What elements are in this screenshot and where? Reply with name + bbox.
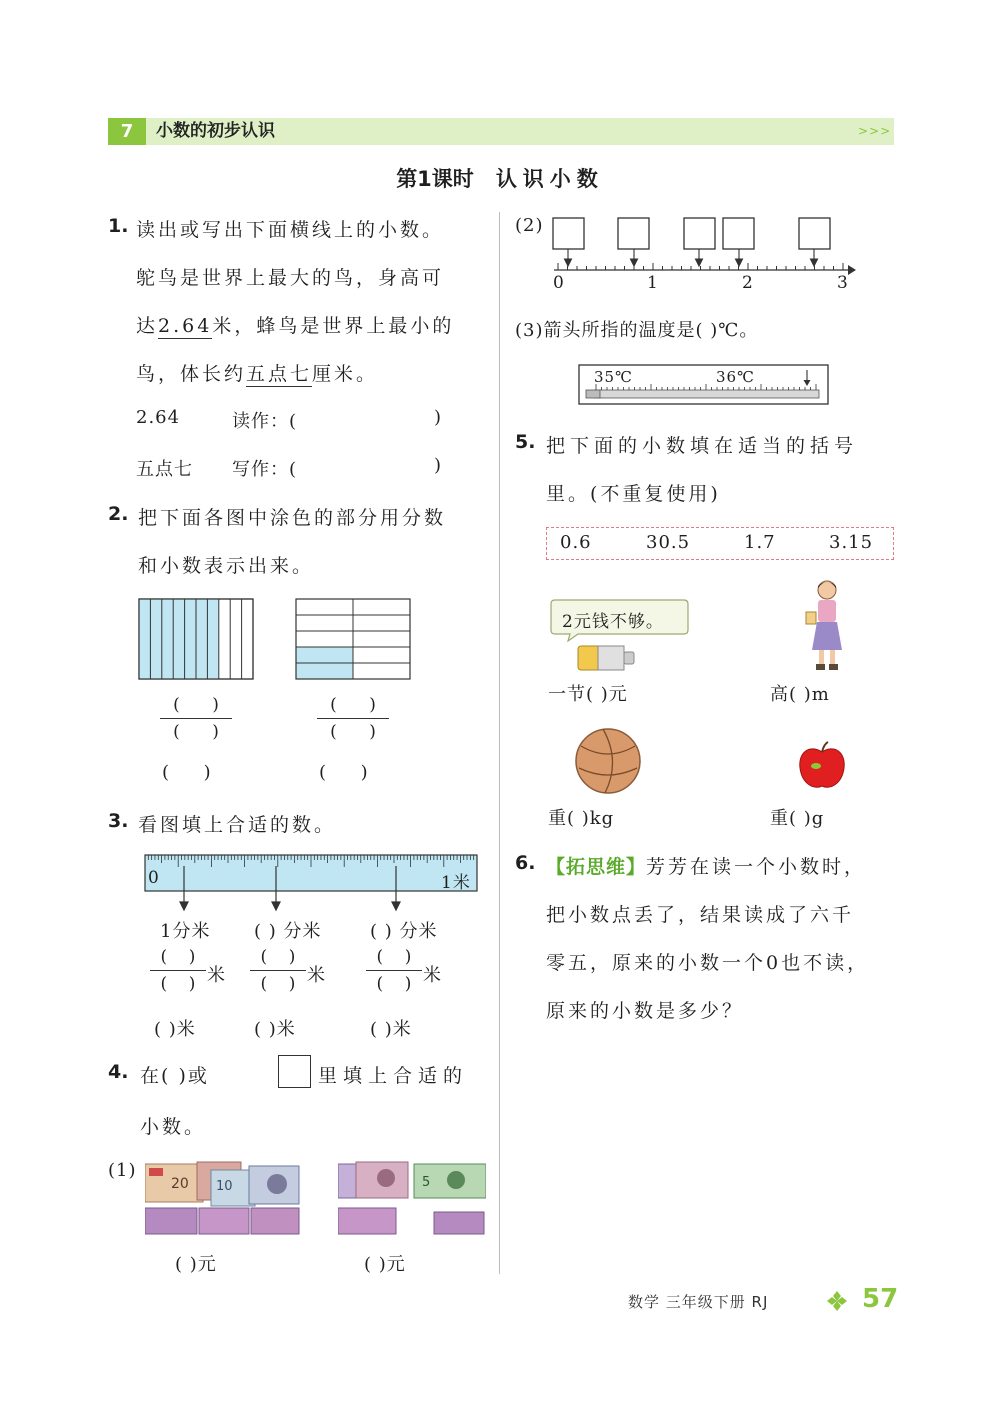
fraction-denominator: ( ) (160, 974, 196, 994)
lesson-number: 第1课时 (396, 167, 474, 191)
chapter-number: 7 (108, 118, 146, 145)
q3-fraction-b-unit: 米 (307, 965, 326, 986)
q1-line-4-post: 厘米。 (312, 363, 379, 385)
q1-write-item: 五点七 (136, 459, 193, 480)
q4-line-1-pre: 在( )或 (140, 1065, 209, 1087)
girl-figure-icon (802, 578, 852, 674)
fraction-numerator: ( ) (260, 947, 296, 967)
q3-row1-a: 1分米 (160, 921, 211, 942)
q2-decimal-b[interactable]: ( ) (319, 762, 369, 783)
speech-bubble-text: 2元钱不够。 (562, 612, 664, 632)
q3-fraction-a[interactable] (150, 947, 206, 994)
svg-text:5: 5 (422, 1175, 431, 1190)
q3-row1-c[interactable]: ( ) 分米 (370, 921, 438, 942)
q3-fraction-c-unit: 米 (423, 965, 442, 986)
q4-answer-box-sample (278, 1055, 311, 1088)
q4-line-1-post: 里填上合适的 (318, 1065, 469, 1087)
choice-1-7: 1.7 (744, 532, 776, 553)
q3-fraction-a-unit: 米 (207, 965, 226, 986)
meter-ruler-figure (144, 854, 480, 912)
q1-number: 1. (108, 215, 129, 237)
decimal-number-line-figure (548, 215, 860, 297)
q2-fraction-a-denominator: ( ) (173, 722, 219, 742)
q3-row1-b[interactable]: ( ) 分米 (254, 921, 322, 942)
basketball-icon (573, 726, 643, 796)
fraction-bar (366, 970, 422, 971)
fraction-bar (250, 970, 306, 971)
numberline-label-0: 0 (553, 273, 565, 293)
q4-part2-label: (2) (515, 215, 544, 236)
fraction-bar (150, 970, 206, 971)
q6-line-3: 零五，原来的小数一个0也不读， (546, 952, 870, 974)
battery-icon (576, 642, 638, 674)
q2-fraction-a[interactable] (160, 695, 232, 742)
chapter-title: 小数的初步认识 (156, 121, 275, 141)
q2-decimal-a[interactable]: ( ) (162, 762, 212, 783)
fraction-numerator: ( ) (160, 947, 196, 967)
footer-book-info: 数学 三年级下册 RJ (628, 1293, 769, 1311)
q1-write-label: 写作：( (232, 459, 298, 480)
q5-item-ball-weight[interactable]: 重( )kg (548, 808, 615, 829)
q4-part1-answer-a[interactable]: ( )元 (175, 1254, 217, 1275)
q1-write-close: ) (434, 455, 443, 476)
q1-read-item: 2.64 (136, 407, 181, 428)
lesson-title (0, 163, 1000, 193)
q2-fraction-b[interactable] (317, 695, 389, 742)
fraction-bar (317, 718, 389, 719)
q5-number: 5. (515, 431, 536, 453)
choice-3-15: 3.15 (829, 532, 874, 553)
ruler-end-label: 1米 (441, 873, 471, 893)
q6-number: 6. (515, 852, 536, 874)
q3-text: 看图填上合适的数。 (138, 814, 337, 836)
fraction-numerator: ( ) (376, 947, 412, 967)
q3-row3-a[interactable]: ( )米 (154, 1019, 196, 1040)
q1-line-1: 读出或写出下面横线上的小数。 (136, 219, 445, 241)
q2-number: 2. (108, 503, 129, 525)
page-number: 57 (862, 1284, 899, 1314)
q2-line-2: 和小数表示出来。 (138, 555, 315, 577)
q1-line-3-post: 米，蜂鸟是世界上最小的 (212, 315, 455, 337)
q5-line-1: 把下面的小数填在适当的括号 (546, 435, 859, 457)
q3-fraction-b[interactable] (250, 947, 306, 994)
q1-underlined-word: 五点七 (246, 363, 313, 385)
q6-line-2: 把小数点丢了，结果读成了六千 (546, 904, 855, 926)
q1-read-close: ) (434, 407, 443, 428)
thermometer-label-36: 36℃ (716, 368, 755, 386)
ruler-start-label: 0 (148, 868, 160, 888)
numberline-label-1: 1 (647, 273, 659, 293)
q1-line-3 (136, 311, 454, 338)
q1-line-4-pre: 鸟，体长约 (136, 363, 247, 385)
q2-fraction-b-denominator: ( ) (330, 722, 376, 742)
column-divider (499, 212, 500, 1274)
q4-part3-text[interactable]: (3)箭头所指的温度是( )℃。 (515, 320, 759, 341)
fraction-grid-figure (295, 598, 413, 680)
q2-fraction-a-numerator: ( ) (173, 695, 219, 715)
q1-line-4 (136, 359, 378, 386)
q2-fraction-b-numerator: ( ) (330, 695, 376, 715)
q1-line-2: 鸵鸟是世界上最大的鸟，身高可 (136, 267, 445, 289)
q6-line-4: 原来的小数是多少？ (546, 1000, 745, 1022)
banknotes-group-2-image (338, 1160, 486, 1238)
choice-0-6: 0.6 (560, 532, 592, 553)
q4-number: 4. (108, 1061, 129, 1083)
q4-part1-label: (1) (108, 1160, 137, 1181)
q4-part1-answer-b[interactable]: ( )元 (364, 1254, 406, 1275)
q2-line-1: 把下面各图中涂色的部分用分数 (138, 507, 447, 529)
q1-line-3-pre: 达 (136, 315, 159, 337)
q4-line-2: 小数。 (140, 1116, 207, 1138)
svg-text:20: 20 (171, 1176, 189, 1192)
clover-icon (826, 1290, 848, 1312)
q1-underlined-decimal: 2.64 (158, 315, 213, 337)
lesson-subtitle: 认识小数 (495, 166, 604, 191)
fraction-strip-figure (138, 598, 256, 680)
thinking-tag-badge: 【拓思维】 (546, 856, 647, 878)
fraction-denominator: ( ) (376, 974, 412, 994)
q6-line-1-text: 芳芳在读一个小数时， (646, 856, 867, 878)
numberline-label-2: 2 (742, 273, 754, 293)
q5-item-height[interactable]: 高( )m (770, 684, 830, 705)
q5-item-battery[interactable]: 一节( )元 (548, 684, 628, 705)
chevron-right-icon: >>> (858, 124, 892, 138)
q5-item-apple-weight[interactable]: 重( )g (770, 808, 825, 829)
q5-line-2: 里。(不重复使用) (546, 483, 721, 505)
q6-line-1 (546, 852, 866, 879)
thermometer-label-35: 35℃ (594, 368, 633, 386)
q3-fraction-c[interactable] (366, 947, 422, 994)
numberline-label-3: 3 (837, 273, 849, 293)
fraction-bar (160, 718, 232, 719)
banknotes-group-1-image (145, 1160, 301, 1238)
q3-row3-b[interactable]: ( )米 (254, 1019, 296, 1040)
q3-number: 3. (108, 810, 129, 832)
q1-read-label: 读作：( (232, 411, 298, 432)
apple-icon (796, 740, 848, 792)
q3-row3-c[interactable]: ( )米 (370, 1019, 412, 1040)
choice-30-5: 30.5 (646, 532, 691, 553)
svg-text:10: 10 (216, 1179, 233, 1194)
fraction-denominator: ( ) (260, 974, 296, 994)
